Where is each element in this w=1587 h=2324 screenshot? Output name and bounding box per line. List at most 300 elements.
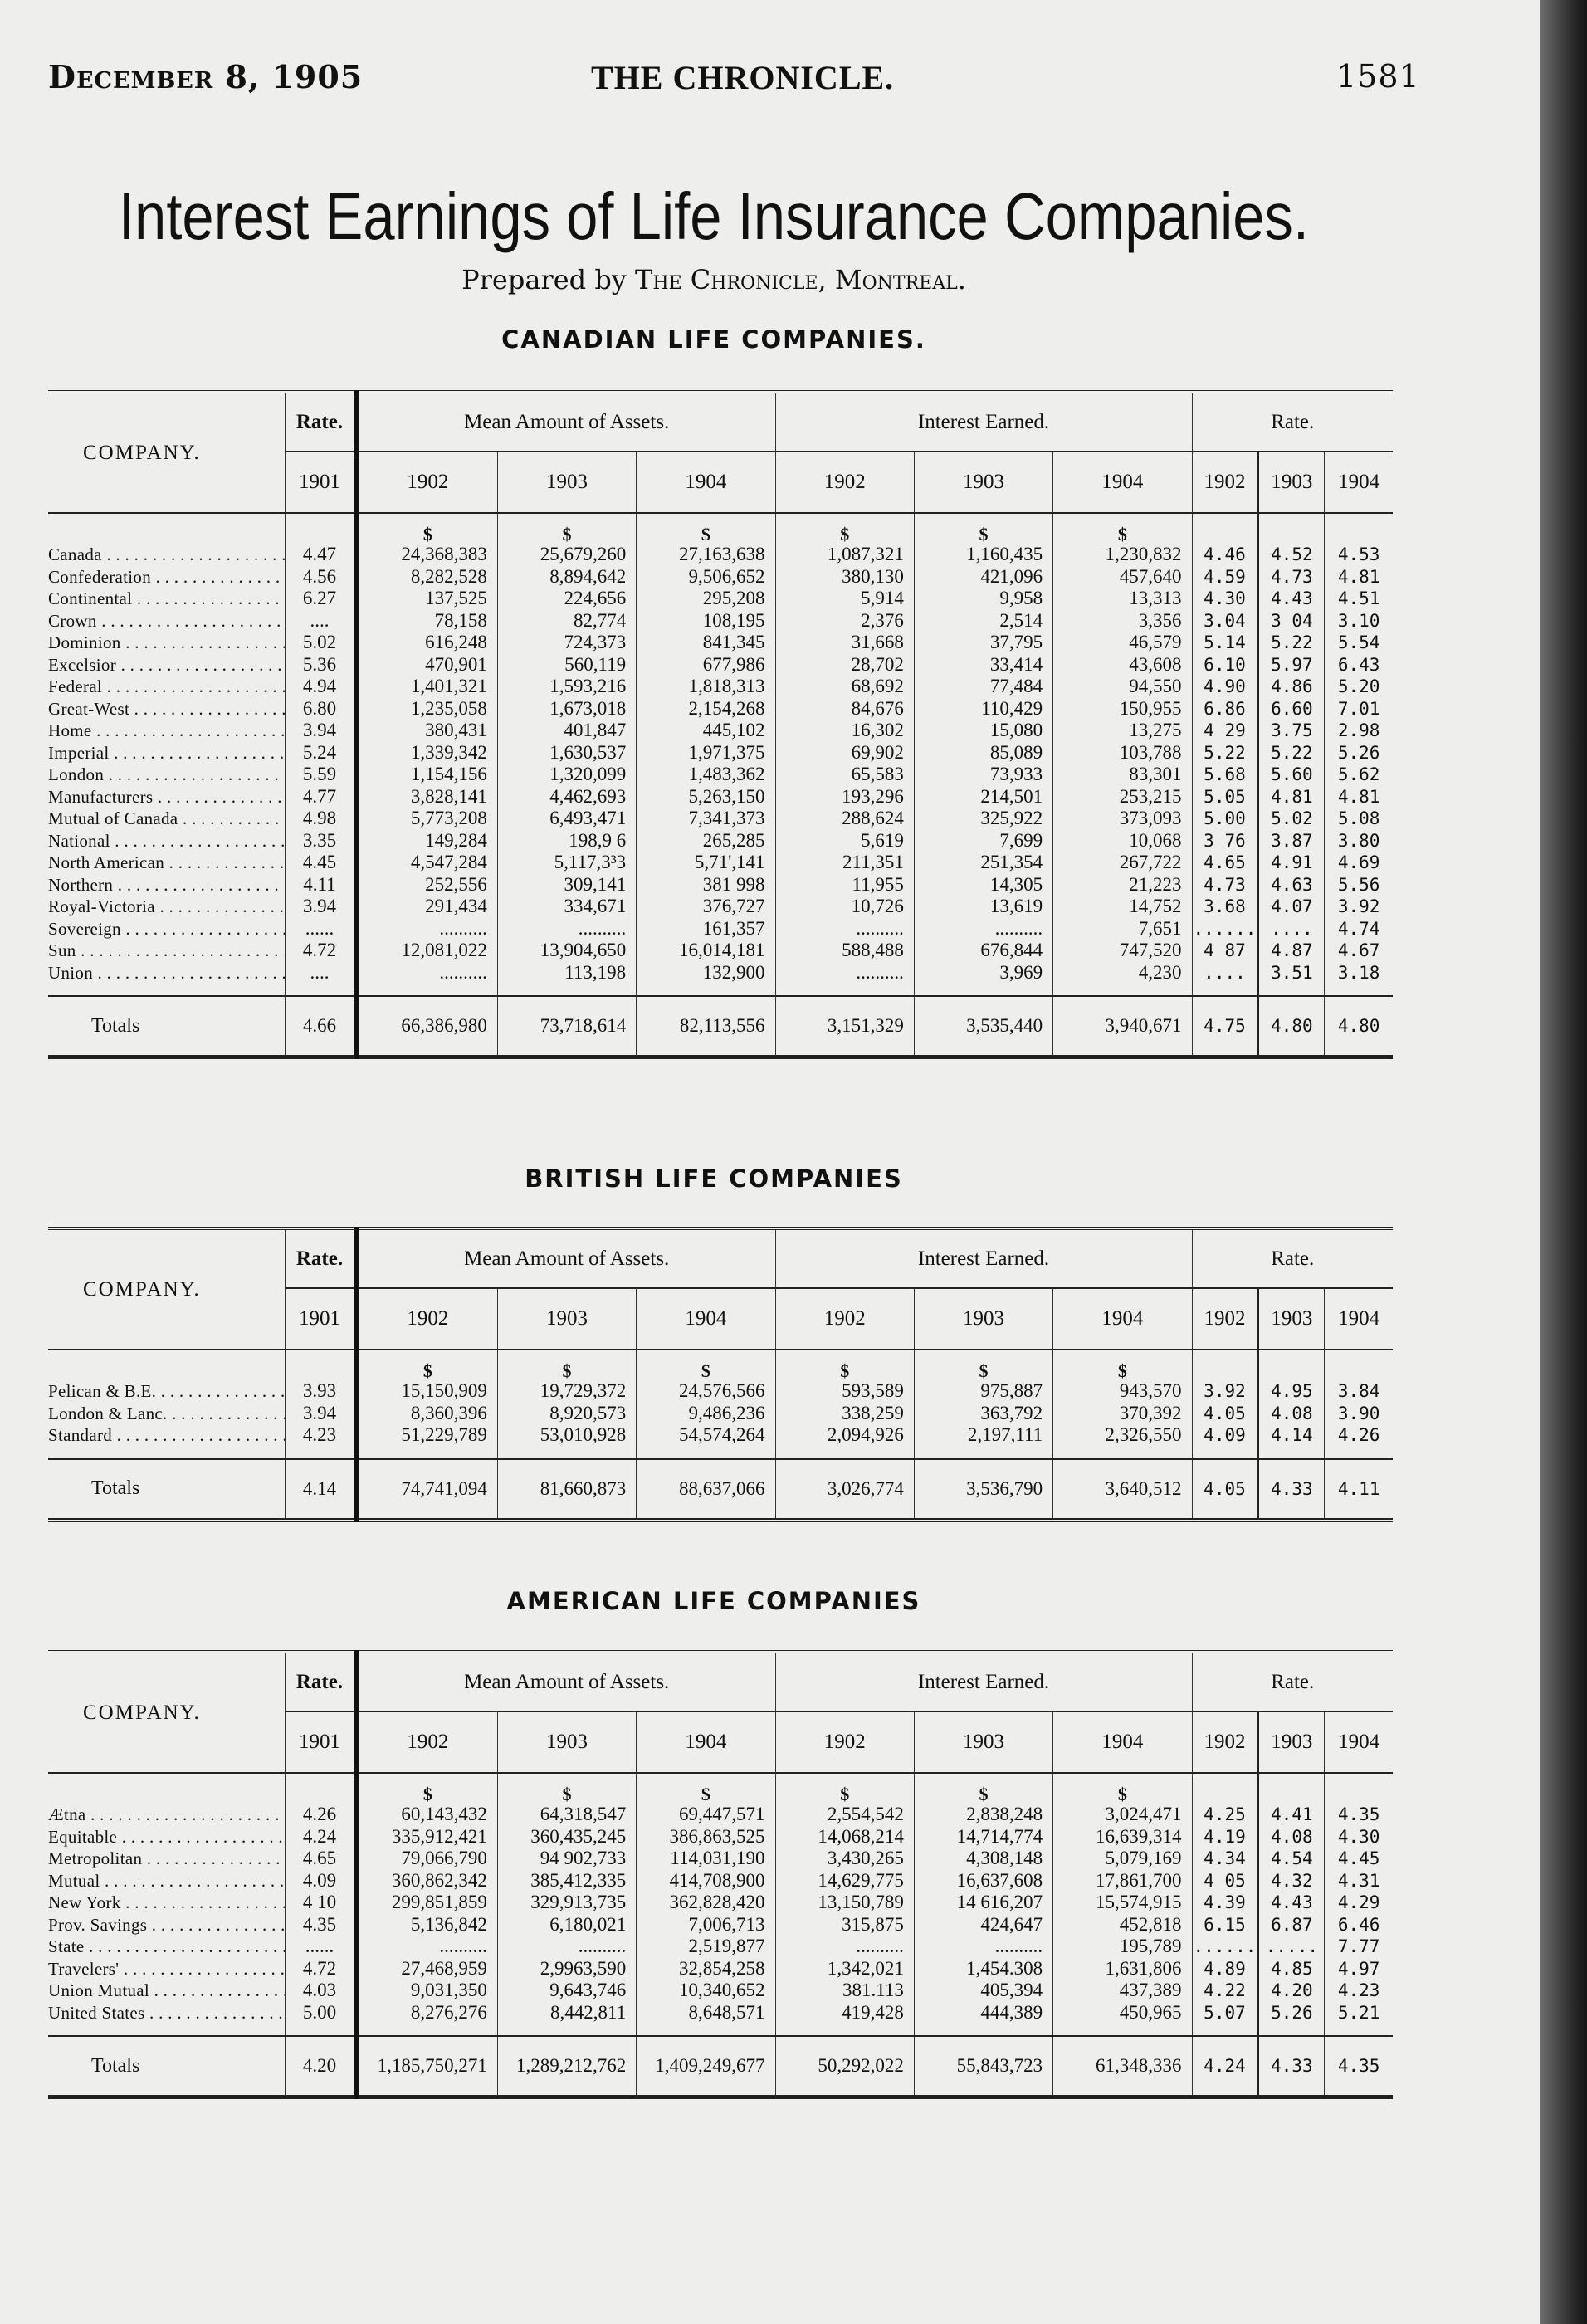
assets-1903: 94 902,733 (497, 1848, 636, 1870)
rate-1902: 4.89 (1192, 1958, 1258, 1980)
assets-1902: 4,547,284 (356, 852, 498, 874)
rate-1902: 4.65 (1192, 852, 1258, 874)
totals-value: 4.75 (1192, 996, 1258, 1057)
year-header: 1904 (637, 1711, 775, 1773)
interest-1903: 16,637,608 (914, 1870, 1052, 1892)
rate-1901: 4.94 (286, 676, 356, 698)
interest-1902: 68,692 (775, 676, 914, 698)
british-table (48, 1227, 1393, 1522)
rate-1904: 4.35 (1325, 1804, 1393, 1826)
assets-1903: 334,671 (497, 896, 636, 918)
totals-row (48, 1459, 1393, 1521)
totals-value: 66,386,980 (356, 996, 498, 1057)
table-row (48, 1424, 1393, 1447)
header-group-row (48, 392, 1393, 452)
table-row (48, 1380, 1393, 1403)
page-number: 1581 (1336, 58, 1420, 95)
publication-name: THE CHRONICLE. (591, 59, 895, 96)
interest-1903: 7,699 (914, 830, 1052, 852)
rate-1904: 4.45 (1325, 1848, 1393, 1870)
spacer-cell (286, 1773, 356, 1785)
rate-1903: 5.26 (1258, 2002, 1325, 2024)
dollar-sign: $ (1053, 1362, 1192, 1380)
company-name: Prov. Savings . . . (48, 1914, 286, 1936)
spacer-cell (914, 2024, 1052, 2036)
rate-1902: 4 05 (1192, 1870, 1258, 1892)
interest-1902: .......... (775, 962, 914, 984)
rate-1901: 4.65 (286, 1848, 356, 1870)
year-header: 1902 (775, 452, 914, 513)
rate-1903: 5.22 (1258, 632, 1325, 654)
interest-1903: 214,501 (914, 786, 1052, 808)
rate-1901: 3.35 (286, 830, 356, 852)
article-title: Interest Earnings of Life Insurance Companies. (118, 179, 1310, 253)
interest-1903: 13,619 (914, 896, 1052, 918)
spacer-cell (1325, 513, 1393, 525)
rate-1902: 4.30 (1192, 588, 1258, 610)
year-header: 1902 (1192, 1288, 1258, 1350)
totals-value: 4.20 (286, 2036, 356, 2097)
rate-1904: 3.80 (1325, 830, 1393, 852)
spacer-cell (1258, 1447, 1325, 1459)
assets-1904: 32,854,258 (637, 1958, 775, 1980)
rate-1903: 4.08 (1258, 1403, 1325, 1425)
assets-1904: 132,900 (637, 962, 775, 984)
rate-1902: 3.68 (1192, 896, 1258, 918)
blank-cell (286, 1362, 356, 1380)
byline-prefix: Prepared by (461, 264, 627, 295)
table-row (48, 1958, 1393, 1980)
totals-value: 4.33 (1258, 2036, 1325, 2097)
dollar-sign: $ (356, 1785, 498, 1804)
rate-1904: 3.90 (1325, 1403, 1393, 1425)
rate-1903: 3.87 (1258, 830, 1325, 852)
company-name: Manufacturers . . . (48, 786, 286, 808)
spacer-cell (1325, 1773, 1393, 1785)
totals-value: 4.33 (1258, 1459, 1325, 1521)
interest-1902: 315,875 (775, 1914, 914, 1936)
spacer-cell (356, 1447, 498, 1459)
assets-1904: 265,285 (637, 830, 775, 852)
rate-1904: 5.54 (1325, 632, 1393, 654)
assets-1903: 401,847 (497, 720, 636, 742)
company-name: National . . . (48, 830, 286, 852)
assets-1902: .......... (356, 1936, 498, 1958)
company-name: Home . . . (48, 720, 286, 742)
table-row (48, 1914, 1393, 1936)
table-row (48, 698, 1393, 720)
rate-1903: 4.20 (1258, 1980, 1325, 2002)
interest-1904: 15,574,915 (1053, 1892, 1192, 1914)
assets-1904: 10,340,652 (637, 1980, 775, 2002)
company-name: Pelican & B.E. . . . (48, 1380, 286, 1403)
interest-1903: 676,844 (914, 940, 1052, 962)
spacer-cell (775, 984, 914, 996)
totals-value: 55,843,723 (914, 2036, 1052, 2097)
rate-1901: 5.00 (286, 2002, 356, 2024)
table-row (48, 566, 1393, 588)
spacer-cell (1258, 1350, 1325, 1362)
rate-group-header: Rate. (1192, 392, 1393, 452)
dollar-sign: $ (637, 1362, 775, 1380)
assets-1904: 114,031,190 (637, 1848, 775, 1870)
rate-1901: 4.11 (286, 874, 356, 896)
spacer-row (48, 1350, 1393, 1362)
assets-1902: 12,081,022 (356, 940, 498, 962)
rate-1904: 4.81 (1325, 566, 1393, 588)
interest-1904: 253,215 (1053, 786, 1192, 808)
totals-label: Totals (48, 996, 286, 1057)
rate-1902: 5.68 (1192, 764, 1258, 786)
rate-1904: 4.97 (1325, 1958, 1393, 1980)
interest-1902: 211,351 (775, 852, 914, 874)
table-row (48, 720, 1393, 742)
mean-assets-header: Mean Amount of Assets. (356, 1652, 775, 1711)
year-header: 1903 (1258, 1288, 1325, 1350)
blank-cell (1258, 1785, 1325, 1804)
spacer-cell (914, 984, 1052, 996)
interest-1902: 10,726 (775, 896, 914, 918)
interest-1904: 16,639,314 (1053, 1826, 1192, 1848)
interest-1904: 2,326,550 (1053, 1424, 1192, 1447)
assets-1902: 60,143,432 (356, 1804, 498, 1826)
company-name: Confederation . . . (48, 566, 286, 588)
american-table (48, 1650, 1393, 2099)
rate-1901: 5.24 (286, 742, 356, 764)
interest-1903: 1,160,435 (914, 544, 1052, 566)
blank-cell (1192, 1785, 1258, 1804)
table-row (48, 808, 1393, 830)
table-row (48, 1870, 1393, 1892)
dollar-sign: $ (1053, 1785, 1192, 1804)
spacer-cell (1192, 1447, 1258, 1459)
rate-1904: 5.20 (1325, 676, 1393, 698)
rate-1902: 5.00 (1192, 808, 1258, 830)
interest-1902: 5,914 (775, 588, 914, 610)
spacer-cell (1192, 1773, 1258, 1785)
rate-1901: .... (286, 610, 356, 632)
totals-value: 3,535,440 (914, 996, 1052, 1057)
assets-1903: 6,180,021 (497, 1914, 636, 1936)
interest-1904: 13,313 (1053, 588, 1192, 610)
company-name: Standard . . . (48, 1424, 286, 1447)
assets-1902: .......... (356, 918, 498, 940)
year-1901-header: 1901 (286, 1711, 356, 1773)
blank-cell (1325, 525, 1393, 544)
company-name: Excelsior . . . (48, 654, 286, 676)
totals-value: 3,940,671 (1053, 996, 1192, 1057)
interest-1904: 17,861,700 (1053, 1870, 1192, 1892)
table-row (48, 654, 1393, 676)
interest-1902: 588,488 (775, 940, 914, 962)
company-name: Ætna . . . (48, 1804, 286, 1826)
spacer-cell (286, 1350, 356, 1362)
rate-1901: 4.24 (286, 1826, 356, 1848)
table-row (48, 940, 1393, 962)
rate-1903: 4.87 (1258, 940, 1325, 962)
dollar-sign: $ (497, 1362, 636, 1380)
rate-1901-header: Rate. (286, 392, 356, 452)
rate-1903: 4.43 (1258, 1892, 1325, 1914)
assets-1903: 8,920,573 (497, 1403, 636, 1425)
company-name: North American . . . (48, 852, 286, 874)
rate-1904: 3.84 (1325, 1380, 1393, 1403)
rate-1904: 4.23 (1325, 1980, 1393, 2002)
interest-1903: 14 616,207 (914, 1892, 1052, 1914)
assets-1904: 7,006,713 (637, 1914, 775, 1936)
rate-1902: 4 29 (1192, 720, 1258, 742)
rate-1902: ...... (1192, 918, 1258, 940)
year-header: 1903 (1258, 1711, 1325, 1773)
interest-1902: 419,428 (775, 2002, 914, 2024)
rate-1903: ..... (1258, 1936, 1325, 1958)
totals-value: 4.05 (1192, 1459, 1258, 1521)
assets-1904: 677,986 (637, 654, 775, 676)
rate-1902: 6.10 (1192, 654, 1258, 676)
totals-label: Totals (48, 2036, 286, 2097)
rate-1903: 4.85 (1258, 1958, 1325, 1980)
rate-1903: 6.87 (1258, 1914, 1325, 1936)
assets-1904: 24,576,566 (637, 1380, 775, 1403)
rate-1902: 3 76 (1192, 830, 1258, 852)
interest-1904: 450,965 (1053, 2002, 1192, 2024)
rate-1904: 4.30 (1325, 1826, 1393, 1848)
assets-1904: 8,648,571 (637, 2002, 775, 2024)
rate-1901: 5.02 (286, 632, 356, 654)
british-heading: BRITISH LIFE COMPANIES (525, 1164, 903, 1193)
totals-value: 4.80 (1325, 996, 1393, 1057)
assets-1903: 8,442,811 (497, 2002, 636, 2024)
table-row (48, 1804, 1393, 1826)
assets-1904: 841,345 (637, 632, 775, 654)
assets-1903: 113,198 (497, 962, 636, 984)
blank-cell (286, 525, 356, 544)
header-group-row (48, 1228, 1393, 1288)
blank-cell (1325, 1785, 1393, 1804)
interest-1904: 150,955 (1053, 698, 1192, 720)
totals-value: 3,026,774 (775, 1459, 914, 1521)
table-row (48, 918, 1393, 940)
assets-1902: 24,368,383 (356, 544, 498, 566)
rate-1904: 7.01 (1325, 698, 1393, 720)
rate-1902: 4.39 (1192, 1892, 1258, 1914)
rate-1901: 4.23 (286, 1424, 356, 1447)
company-name: Royal-Victoria . . . (48, 896, 286, 918)
rate-1904: 4.51 (1325, 588, 1393, 610)
totals-value: 4.11 (1325, 1459, 1393, 1521)
assets-1903: 2,9963,590 (497, 1958, 636, 1980)
year-1901-header: 1901 (286, 452, 356, 513)
assets-1902: 149,284 (356, 830, 498, 852)
totals-value: 73,718,614 (497, 996, 636, 1057)
interest-earned-header: Interest Earned. (775, 392, 1192, 452)
assets-1904: 108,195 (637, 610, 775, 632)
canadian-heading: CANADIAN LIFE COMPANIES. (501, 325, 926, 354)
canadian-table (48, 390, 1393, 1059)
assets-1904: 414,708,900 (637, 1870, 775, 1892)
rate-1902: 4.05 (1192, 1403, 1258, 1425)
spacer-cell (775, 1447, 914, 1459)
interest-1903: 1,454.308 (914, 1958, 1052, 1980)
assets-1902: 299,851,859 (356, 1892, 498, 1914)
spacer-row (48, 513, 1393, 525)
interest-1902: 31,668 (775, 632, 914, 654)
table-row (48, 1892, 1393, 1914)
totals-value: 74,741,094 (356, 1459, 498, 1521)
rate-1901: 3.94 (286, 720, 356, 742)
assets-1903: 8,894,642 (497, 566, 636, 588)
interest-1902: 11,955 (775, 874, 914, 896)
interest-1902: 3,430,265 (775, 1848, 914, 1870)
assets-1903: 53,010,928 (497, 1424, 636, 1447)
spacer-cell (1192, 513, 1258, 525)
assets-1902: 1,339,342 (356, 742, 498, 764)
company-name: Mutual . . . (48, 1870, 286, 1892)
dollar-sign: $ (914, 1785, 1052, 1804)
assets-1902: 380,431 (356, 720, 498, 742)
company-name: Crown . . . (48, 610, 286, 632)
assets-1902: 252,556 (356, 874, 498, 896)
spacer-cell (48, 2024, 286, 2036)
spacer-cell (286, 1447, 356, 1459)
company-name: Canada . . . (48, 544, 286, 566)
dollar-sign: $ (775, 1785, 914, 1804)
dollar-sign: $ (637, 1785, 775, 1804)
assets-1903: 1,320,099 (497, 764, 636, 786)
assets-1903: 1,630,537 (497, 742, 636, 764)
rate-1903: 4.43 (1258, 588, 1325, 610)
totals-value: 4.35 (1325, 2036, 1393, 2097)
spacer-cell (637, 1447, 775, 1459)
rate-1904: 3.92 (1325, 896, 1393, 918)
table-row (48, 1980, 1393, 2002)
rate-1903: 4.91 (1258, 852, 1325, 874)
interest-1902: 14,629,775 (775, 1870, 914, 1892)
assets-1902: 5,773,208 (356, 808, 498, 830)
rate-1901: 4.56 (286, 566, 356, 588)
rate-1901: ...... (286, 918, 356, 940)
interest-1902: 5,619 (775, 830, 914, 852)
totals-value: 3,536,790 (914, 1459, 1052, 1521)
interest-1904: 437,389 (1053, 1980, 1192, 2002)
rate-1901: 4.47 (286, 544, 356, 566)
interest-1904: 21,223 (1053, 874, 1192, 896)
rate-1902: 5.05 (1192, 786, 1258, 808)
rate-1901: 4.45 (286, 852, 356, 874)
rate-1903: 4.32 (1258, 1870, 1325, 1892)
interest-1902: 28,702 (775, 654, 914, 676)
rate-1904: 4.69 (1325, 852, 1393, 874)
table-row (48, 962, 1393, 984)
totals-value: 3,151,329 (775, 996, 914, 1057)
spacer-cell (356, 984, 498, 996)
spacer-cell (1053, 2024, 1192, 2036)
american-heading: AMERICAN LIFE COMPANIES (506, 1587, 921, 1615)
rate-1902: ...... (1192, 1936, 1258, 1958)
spacer-cell (497, 1447, 636, 1459)
rate-1904: 4.74 (1325, 918, 1393, 940)
table-row (48, 588, 1393, 610)
spacer-cell (286, 2024, 356, 2036)
spacer-cell (1192, 2024, 1258, 2036)
assets-1904: 9,506,652 (637, 566, 775, 588)
table-row (48, 874, 1393, 896)
rate-1903: 3.51 (1258, 962, 1325, 984)
table-row (48, 830, 1393, 852)
interest-1903: 421,096 (914, 566, 1052, 588)
rate-1901: 4.98 (286, 808, 356, 830)
assets-1902: 27,468,959 (356, 1958, 498, 1980)
spacer-cell (48, 1447, 286, 1459)
assets-1903: 385,412,335 (497, 1870, 636, 1892)
interest-1902: .......... (775, 918, 914, 940)
assets-1904: 27,163,638 (637, 544, 775, 566)
totals-value: 82,113,556 (637, 996, 775, 1057)
assets-1903: 82,774 (497, 610, 636, 632)
interest-1902: 13,150,789 (775, 1892, 914, 1914)
year-header: 1904 (637, 1288, 775, 1350)
spacer-row (48, 984, 1393, 996)
interest-1903: 975,887 (914, 1380, 1052, 1403)
mean-assets-header: Mean Amount of Assets. (356, 392, 775, 452)
rate-1901: 4 10 (286, 1892, 356, 1914)
assets-1903: 309,141 (497, 874, 636, 896)
assets-1904: 362,828,420 (637, 1892, 775, 1914)
interest-1902: 84,676 (775, 698, 914, 720)
rate-1903: 4.08 (1258, 1826, 1325, 1848)
rate-1903: 4.41 (1258, 1804, 1325, 1826)
rate-1901: .... (286, 962, 356, 984)
rate-1903: 5.60 (1258, 764, 1325, 786)
rate-1904: 5.26 (1325, 742, 1393, 764)
year-header: 1904 (1053, 1288, 1192, 1350)
interest-1904: 94,550 (1053, 676, 1192, 698)
interest-1904: 3,024,471 (1053, 1804, 1192, 1826)
assets-1902: 5,136,842 (356, 1914, 498, 1936)
blank-cell (1258, 525, 1325, 544)
rate-1902: 4.90 (1192, 676, 1258, 698)
blank-cell (1258, 1362, 1325, 1380)
assets-1903: 64,318,547 (497, 1804, 636, 1826)
assets-1902: 78,158 (356, 610, 498, 632)
assets-1903: 25,679,260 (497, 544, 636, 566)
rate-1901: 6.80 (286, 698, 356, 720)
rate-1904: 4.53 (1325, 544, 1393, 566)
assets-1902: 1,401,321 (356, 676, 498, 698)
assets-1904: 5,263,150 (637, 786, 775, 808)
rate-1901: 3.94 (286, 1403, 356, 1425)
assets-1904: 161,357 (637, 918, 775, 940)
totals-value: 88,637,066 (637, 1459, 775, 1521)
dollar-sign: $ (637, 525, 775, 544)
spacer-cell (1325, 1447, 1393, 1459)
spacer-cell (637, 2024, 775, 2036)
interest-1904: 13,275 (1053, 720, 1192, 742)
assets-1904: 16,014,181 (637, 940, 775, 962)
interest-1903: 73,933 (914, 764, 1052, 786)
year-header: 1902 (356, 452, 498, 513)
year-header: 1902 (775, 1711, 914, 1773)
interest-1903: 2,197,111 (914, 1424, 1052, 1447)
company-column-header: COMPANY. (83, 441, 201, 464)
interest-1903: .......... (914, 1936, 1052, 1958)
interest-1903: 85,089 (914, 742, 1052, 764)
interest-1902: 69,902 (775, 742, 914, 764)
interest-1902: 2,554,542 (775, 1804, 914, 1826)
year-header: 1902 (1192, 452, 1258, 513)
rate-1901: 5.59 (286, 764, 356, 786)
company-name: Union Mutual . . . (48, 1980, 286, 2002)
